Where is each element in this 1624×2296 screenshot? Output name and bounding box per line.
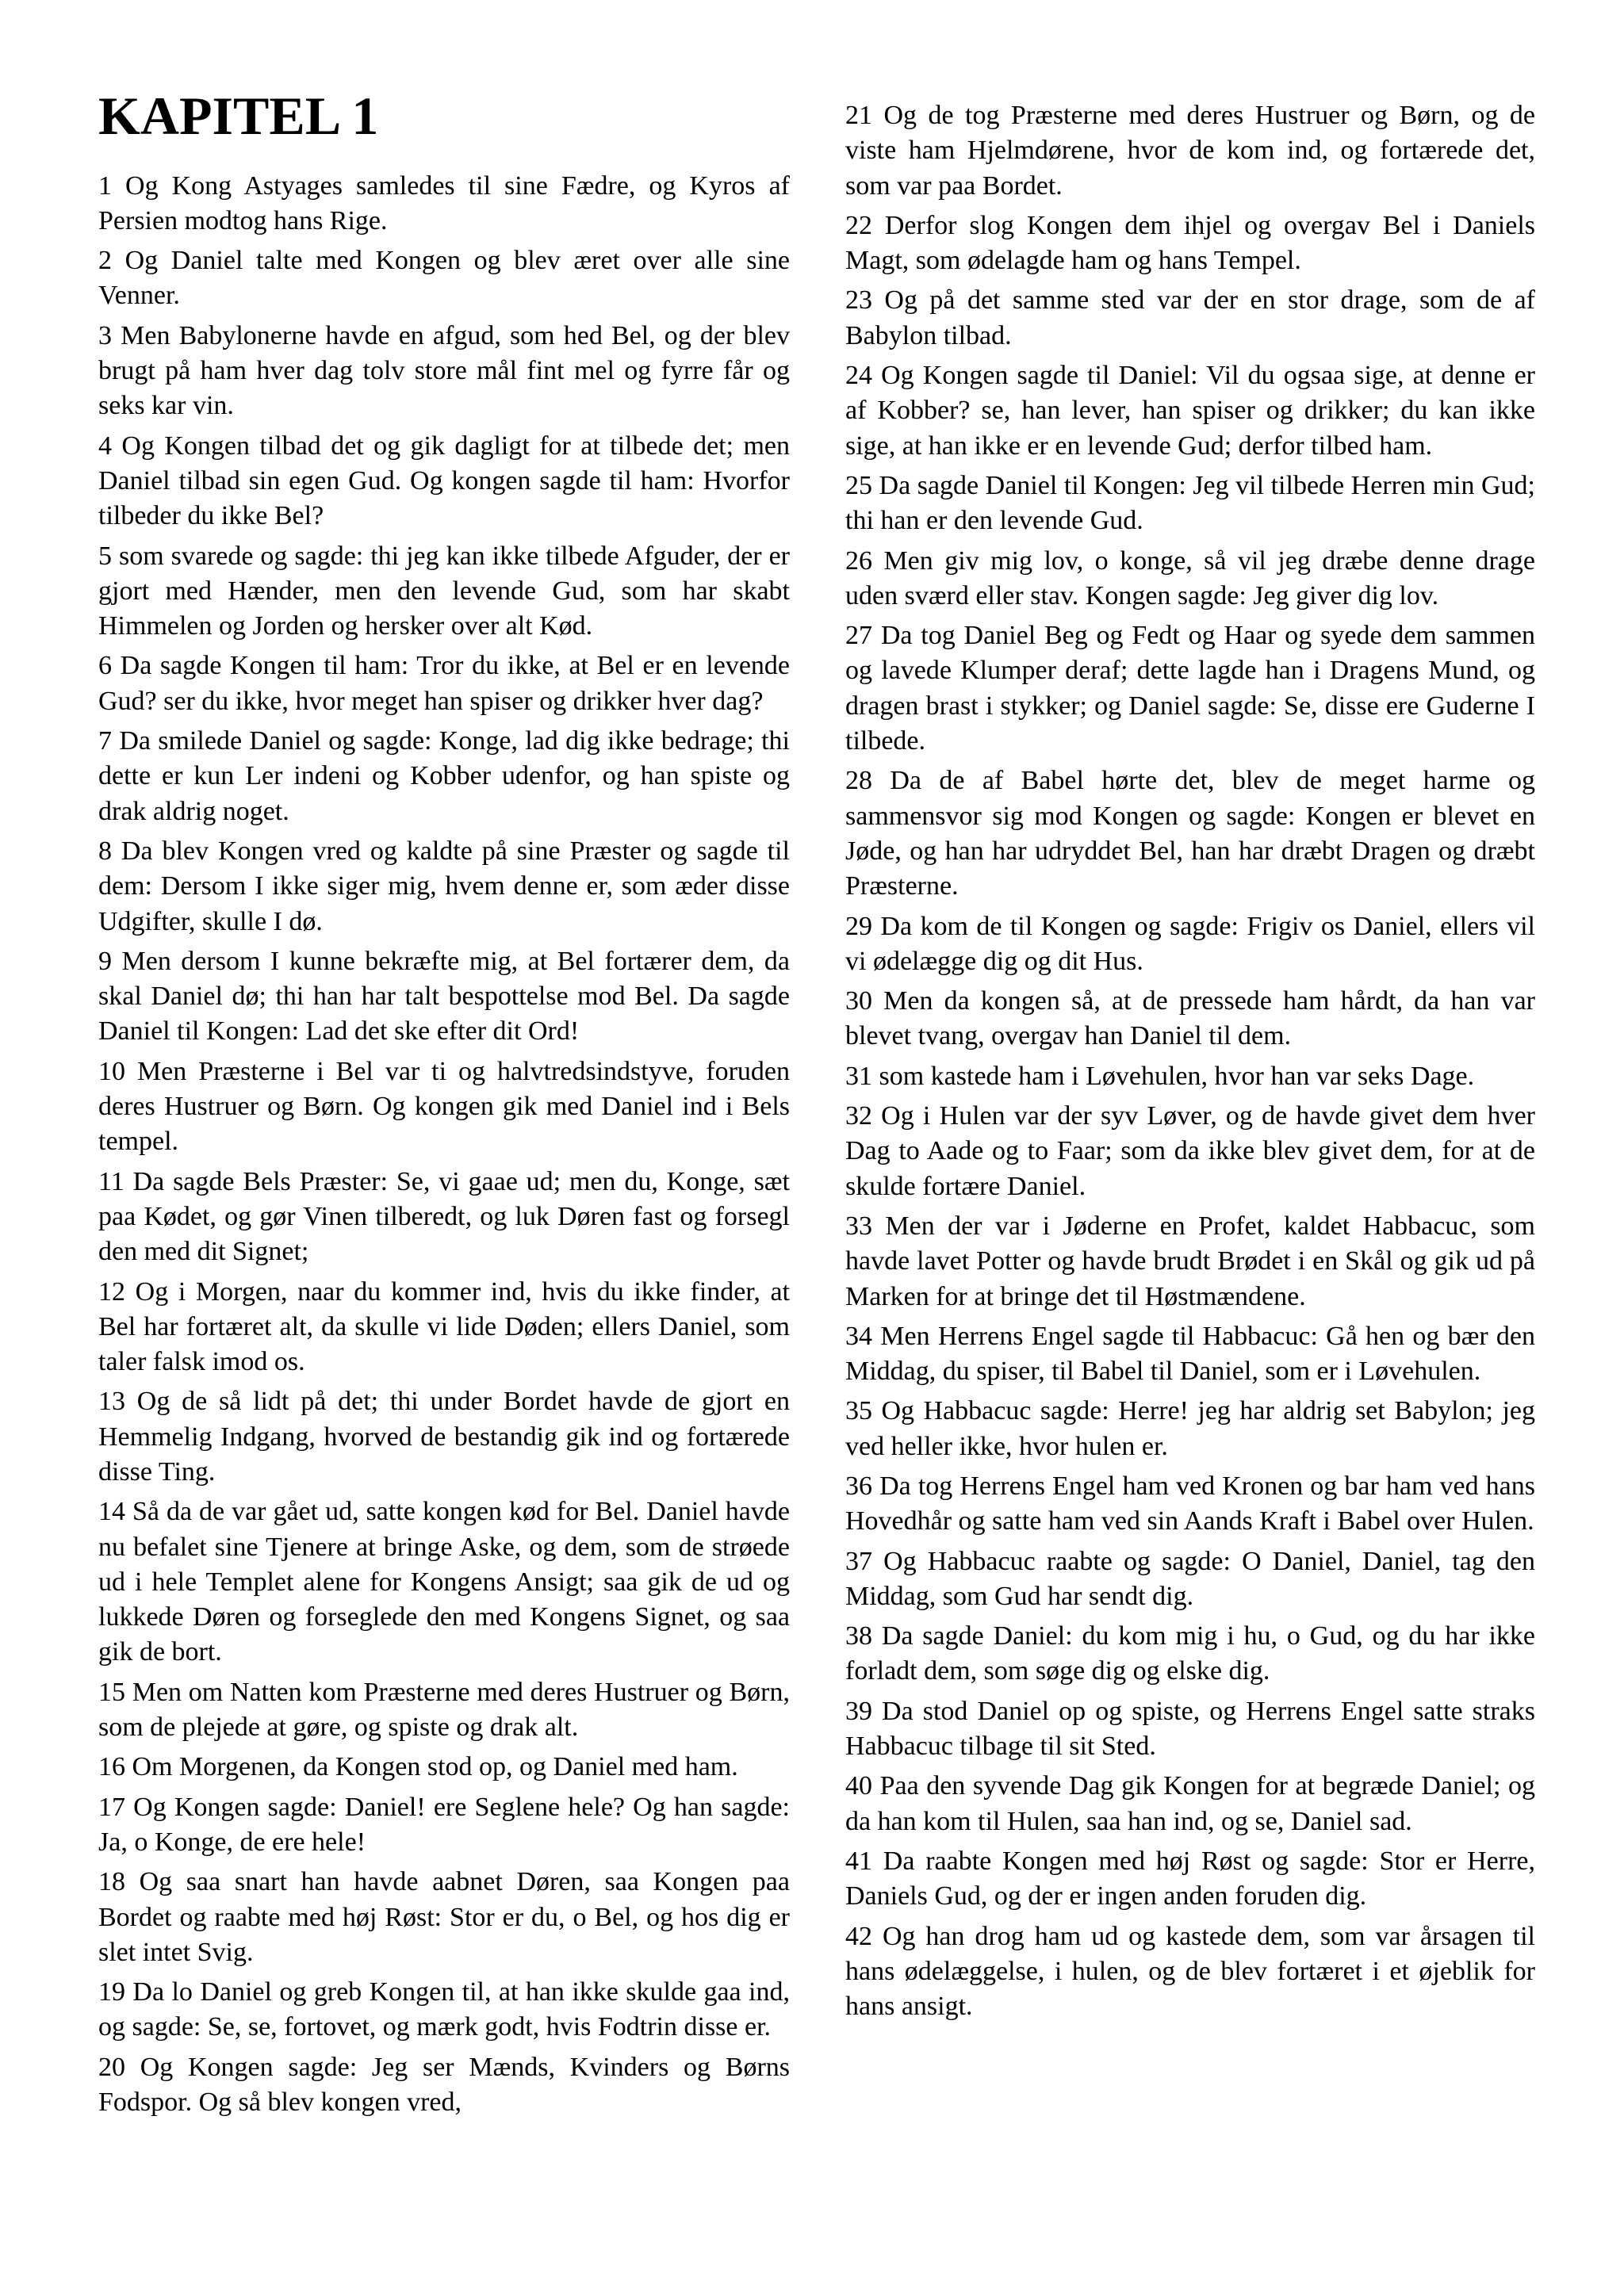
verse: 18 Og saa snart han havde aabnet Døren, saa Kongen paa Bordet og raabte med høj Røst: Stor er du, o Bel, og hos dig er slet intet Svig. bbox=[98, 1867, 790, 1967]
verse: 5 som svarede og sagde: thi jeg kan ikke tilbede Afguder, der er gjort med Hænder, men den levende Gud, som har skabt Himmelen og Jorden og hersker over alt Kød. bbox=[98, 541, 790, 641]
verse: 21 Og de tog Præsterne med deres Hustruer og Børn, og de viste ham Hjelmdørene, hvor de kom ind, og fortærede det, som var paa Bordet. bbox=[845, 101, 1535, 201]
verse: 42 Og han drog ham ud og kastede dem, som var årsagen til hans ødelæggelse, i hulen, og de blev fortæret i et øjeblik for hans ansigt. bbox=[845, 1921, 1535, 2022]
verse: 34 Men Herrens Engel sagde til Habbacuc: Gå hen og bær den Middag, du spiser, til Babel til Daniel, som er i Løvehulen. bbox=[845, 1321, 1535, 1387]
verse: 9 Men dersom I kunne bekræfte mig, at Bel fortærer dem, da skal Daniel dø; thi han har talt bespottelse mod Bel. Da sagde Daniel til Kongen: Lad det ske efter dit Ord! bbox=[98, 946, 790, 1047]
left-verse-list bbox=[98, 169, 790, 2121]
verse: 35 Og Habbacuc sagde: Herre! jeg har aldrig set Babylon; jeg ved heller ikke, hvor hulen er. bbox=[845, 1396, 1535, 1461]
verse: 16 Om Morgenen, da Kongen stod op, og Daniel med ham. bbox=[98, 1752, 738, 1782]
verse: 31 som kastede ham i Løvehulen, hvor han var seks Dage. bbox=[845, 1061, 1475, 1091]
verse: 37 Og Habbacuc raabte og sagde: O Daniel, Daniel, tag den Middag, som Gud har sendt dig. bbox=[845, 1546, 1535, 1611]
verse: 22 Derfor slog Kongen dem ihjel og overgav Bel i Daniels Magt, som ødelagde ham og hans Tempel. bbox=[845, 210, 1535, 276]
verse: 41 Da raabte Kongen med høj Røst og sagde: Stor er Herre, Daniels Gud, og der er ingen anden foruden dig. bbox=[845, 1846, 1535, 1911]
verse: 25 Da sagde Daniel til Kongen: Jeg vil tilbede Herren min Gud; thi han er den levende Gud. bbox=[845, 470, 1535, 536]
verse: 11 Da sagde Bels Præster: Se, vi gaae ud; men du, Konge, sæt paa Kødet, og gør Vinen tilberedt, og luk Døren fast og forsegl den med dit Signet; bbox=[98, 1166, 790, 1267]
verse: 36 Da tog Herrens Engel ham ved Kronen og bar ham ved hans Hovedhår og satte ham ved sin Aands Kraft i Babel over Hulen. bbox=[845, 1471, 1535, 1536]
verse: 14 Så da de var gået ud, satte kongen kød for Bel. Daniel havde nu befalet sine Tjenere at bringe Aske, og dem, som de strøede ud i hele Templet alene for Kongens Ansigt; saa gik de ud og lukkede Døren og forseglede den med Kongens Signet, og saa gik de bort. bbox=[98, 1497, 790, 1667]
verse: 13 Og de så lidt på det; thi under Bordet havde de gjort en Hemmelig Indgang, hvorved de bestandig gik ind og fortærede disse Ting. bbox=[98, 1387, 790, 1487]
right-column bbox=[845, 98, 1535, 2029]
verse: 15 Men om Natten kom Præsterne med deres Hustruer og Børn, som de plejede at gøre, og spiste og drak alt. bbox=[98, 1677, 790, 1743]
verse: 6 Da sagde Kongen til ham: Tror du ikke, at Bel er en levende Gud? ser du ikke, hvor meget han spiser og drikker hver dag? bbox=[98, 651, 790, 716]
verse: 29 Da kom de til Kongen og sagde: Frigiv os Daniel, ellers vil vi ødelægge dig og dit Hus. bbox=[845, 911, 1535, 976]
verse: 33 Men der var i Jøderne en Profet, kaldet Habbacuc, som havde lavet Potter og havde brudt Brødet i en Skål og gik ud på Marken for at bringe det til Høstmændene. bbox=[845, 1211, 1535, 1311]
left-column bbox=[98, 86, 790, 2125]
verse: 39 Da stod Daniel op og spiste, og Herrens Engel satte straks Habbacuc tilbage til sit Sted. bbox=[845, 1696, 1535, 1762]
verse: 12 Og i Morgen, naar du kommer ind, hvis du ikke finder, at Bel har fortæret alt, da skulle vi lide Døden; ellers Daniel, som taler falsk imod os. bbox=[98, 1276, 790, 1377]
verse: 27 Da tog Daniel Beg og Fedt og Haar og syede dem sammen og lavede Klumper deraf; dette lagde han i Dragens Mund, og dragen brast i stykker; og Daniel sagde: Se, disse ere Guderne I tilbede. bbox=[845, 621, 1535, 756]
verse: 19 Da lo Daniel og greb Kongen til, at han ikke skulde gaa ind, og sagde: Se, se, fortovet, og mærk godt, hvis Fodtrin disse er. bbox=[98, 1977, 790, 2042]
verse: 24 Og Kongen sagde til Daniel: Vil du ogsaa sige, at denne er af Kobber? se, han lever, han spiser og drikker; du kan ikke sige, at han ikke er en levende Gud; derfor tilbed ham. bbox=[845, 361, 1535, 461]
right-verse-list bbox=[845, 98, 1535, 2024]
verse: 23 Og på det samme sted var der en stor drage, som de af Babylon tilbad. bbox=[845, 285, 1535, 350]
verse: 1 Og Kong Astyages samledes til sine Fædre, og Kyros af Persien modtog hans Rige. bbox=[98, 170, 790, 235]
verse: 17 Og Kongen sagde: Daniel! ere Seglene hele? Og han sagde: Ja, o Konge, de ere hele! bbox=[98, 1792, 790, 1857]
verse: 38 Da sagde Daniel: du kom mig i hu, o Gud, og du har ikke forladt dem, som søge dig og elske dig. bbox=[845, 1621, 1535, 1686]
verse: 28 Da de af Babel hørte det, blev de meget harme og sammensvor sig mod Kongen og sagde: Kongen er blevet en Jøde, og han har udryddet Bel, han har dræbt Dragen og dræbt Præsterne. bbox=[845, 766, 1535, 901]
verse: 26 Men giv mig lov, o konge, så vil jeg dræbe denne drage uden sværd eller stav. Kongen sagde: Jeg giver dig lov. bbox=[845, 545, 1535, 610]
verse: 7 Da smilede Daniel og sagde: Konge, lad dig ikke bedrage; thi dette er kun Ler indeni og Kobber udenfor, og han spiste og drak aldrig noget. bbox=[98, 726, 790, 826]
verse: 8 Da blev Kongen vred og kaldte på sine Præster og sagde til dem: Dersom I ikke siger mig, hvem denne er, som æder disse Udgifter, skulle I dø. bbox=[98, 836, 790, 936]
verse: 40 Paa den syvende Dag gik Kongen for at begræde Daniel; og da han kom til Hulen, saa han ind, og se, Daniel sad. bbox=[845, 1771, 1535, 1836]
verse: 20 Og Kongen sagde: Jeg ser Mænds, Kvinders og Børns Fodspor. Og så blev kongen vred, bbox=[98, 2052, 790, 2118]
verse: 10 Men Præsterne i Bel var ti og halvtredsindstyve, foruden deres Hustruer og Børn. Og kongen gik med Daniel ind i Bels tempel. bbox=[98, 1056, 790, 1157]
verse: 2 Og Daniel talte med Kongen og blev æret over alle sine Venner. bbox=[98, 246, 790, 311]
verse: 32 Og i Hulen var der syv Løver, og de havde givet dem hver Dag to Aade og to Faar; som da ikke blev givet dem, for at de skulde fortære Daniel. bbox=[845, 1101, 1535, 1201]
verse: 30 Men da kongen så, at de pressede ham hårdt, da han var blevet tvang, overgav han Daniel til dem. bbox=[845, 986, 1535, 1051]
chapter-heading: KAPITEL 1 bbox=[98, 86, 379, 146]
verse: 4 Og Kongen tilbad det og gik dagligt for at tilbede det; men Daniel tilbad sin egen Gud. Og kongen sagde til ham: Hvorfor tilbeder du ikke Bel? bbox=[98, 430, 790, 531]
verse: 3 Men Babylonerne havde en afgud, som hed Bel, og der blev brugt på ham hver dag tolv store mål fint mel og fyrre får og seks kar vin. bbox=[98, 320, 790, 421]
